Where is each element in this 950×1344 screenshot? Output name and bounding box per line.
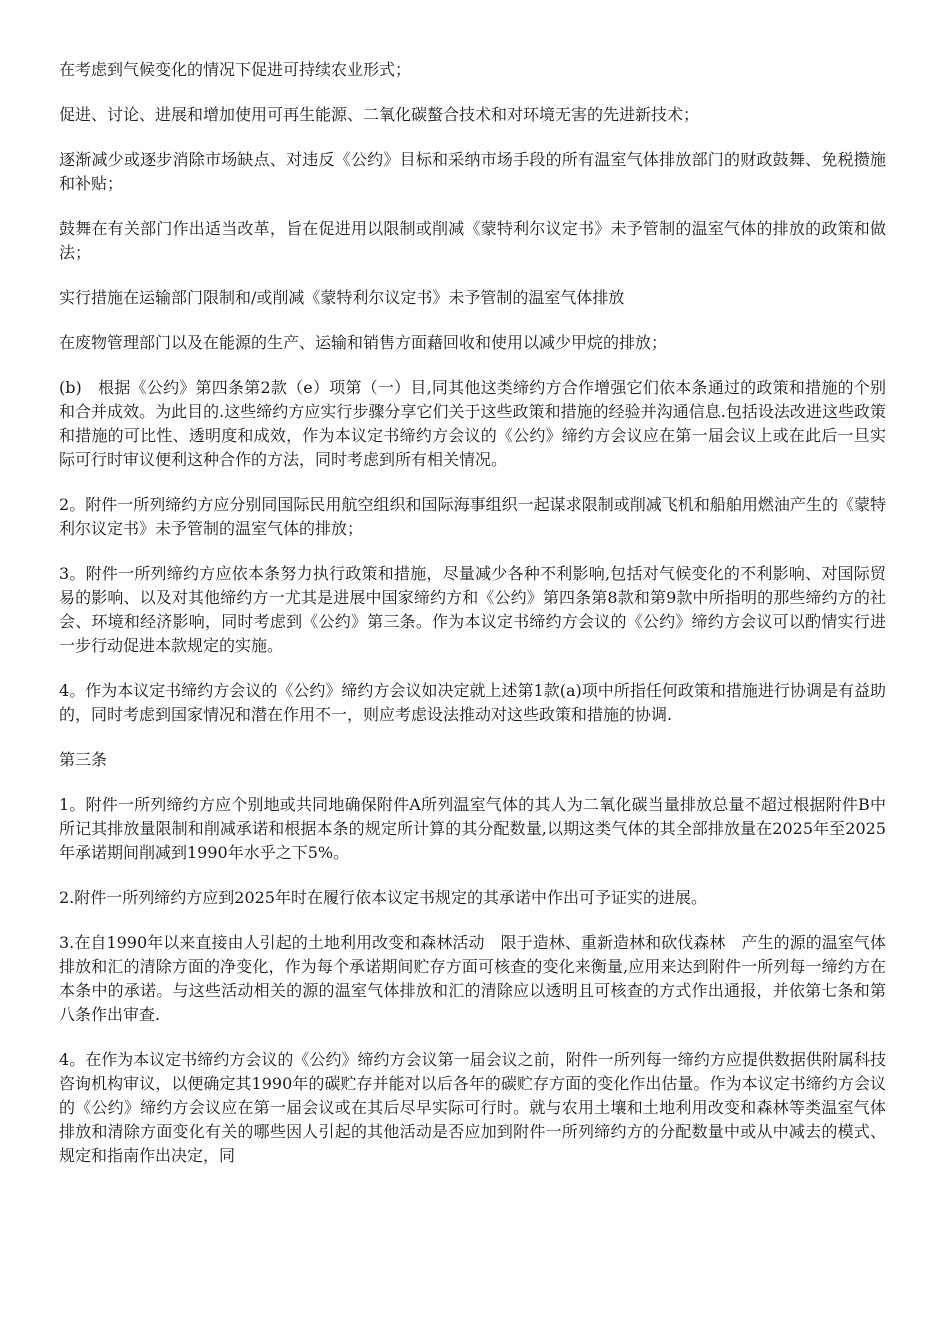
paragraph-article2-section2: 2。附件一所列缔约方应分别同国际民用航空组织和国际海事组织一起谋求限制或削减飞机和船舶用燃油产生的《蒙特利尔议定书》未予管制的温室气体的排放； [59, 495, 886, 538]
paragraph-item-b: (b) 根据《公约》第四条第2款（e）项第（一）目,同其他这类缔约方合作增强它们依本条通过的政策和措施的个别和合并成效。为此目的.这些缔约方应实行步骤分享它们关于这些政策和措施的经验并沟通信息.包括设法改进这些政策和措施的可比性、透明度和成效，作为本议定书缔约方会议的《公约》缔约方会议应在第一届会议上或在此后一旦实际可行时审议便利这种合作的方法，同时考虑到所有相关情况。 [59, 378, 886, 469]
paragraph-sustainable-agriculture: 在考虑到气候变化的情况下促进可持续农业形式； [59, 60, 412, 79]
paragraph-article3-section3: 3.在自1990年以来直接由人引起的土地利用改变和森林活动 限于造林、重新造林和砍伐森林 产生的源的温室气体排放和汇的清除方面的净变化，作为每个承诺期间贮存方面可核查的变化来衡量,应用来达到附件一所列每一缔约方在本条中的承诺。与这些活动相关的源的温室气体排放和汇的清除应以透明且可核查的方式作出通报，并依第七条和第八条作出审查. [59, 933, 886, 1024]
article-heading: 第三条 [59, 750, 108, 769]
paragraph-article3-section4: 4。在作为本议定书缔约方会议的《公约》缔约方会议第一届会议之前，附件一所列每一缔约方应提供数据供附属科技咨询机构审议，以便确定其1990年的碳贮存并能对以后各年的碳贮存方面的变化作出估量。作为本议定书缔约方会议的《公约》缔约方会议应在第一届会议或在其后尽早实际可行时。就与农用土壤和土地利用改变和森林等类温室气体排放和清除方面变化有关的哪些因人引起的其他活动是否应加到附件一所列缔约方的分配数量中或从中减去的模式、规定和指南作出决定，同 [59, 1050, 886, 1165]
paragraph-renewable-energy: 促进、讨论、进展和增加使用可再生能源、二氧化碳螯合技术和对环境无害的先进新技术； [59, 105, 700, 124]
paragraph-article3-section1: 1。附件一所列缔约方应个别地或共同地确保附件A所列温室气体的其人为二氧化碳当量排放总量不超过根据附件B中所记其排放量限制和削减承诺和根据本条的规定所计算的其分配数量,以期这类气体的其全部排放量在2025年至2025年承诺期间削减到1990年水乎之下5%。 [59, 795, 886, 862]
paragraph-article3-section2: 2.附件一所列缔约方应到2025年时在履行依本议定书规定的其承诺中作出可予证实的进展。 [59, 888, 707, 907]
paragraph-sector-reforms: 鼓舞在有关部门作出适当改革，旨在促进用以限制或削减《蒙特利尔议定书》未予管制的温室气体的排放的政策和做法； [59, 219, 886, 262]
paragraph-article2-section4: 4。作为本议定书缔约方会议的《公约》缔约方会议如决定就上述第1款(a)项中所指任何政策和措施进行协调是有益助的，同时考虑到国家情况和潜在作用不一，则应考虑设法推动对这些政策和措施的协调. [59, 681, 886, 724]
paragraph-article2-section3: 3。附件一所列缔约方应依本条努力执行政策和措施，尽量减少各种不利影响,包括对气候变化的不利影响、对国际贸易的影响、以及对其他缔约方一尤其是进展中国家缔约方和《公约》第四条第8款和第9款中所指明的那些缔约方的社会、环境和经济影响，同时考虑到《公约》第三条。作为本议定书缔约方会议的《公约》缔约方会议可以酌情实行进一步行动促进本款规定的实施。 [59, 564, 886, 655]
paragraph-market-imperfections: 逐渐减少或逐步消除市场缺点、对违反《公约》目标和采纳市场手段的所有温室气体排放部门的财政鼓舞、免税攒施和补贴； [59, 150, 886, 193]
paragraph-transport-sector: 实行措施在运输部门限制和/或削减《蒙特利尔议定书》未予管制的温室气体排放 [59, 288, 625, 307]
paragraph-methane-recovery: 在废物管理部门以及在能源的生产、运输和销售方面藉回收和使用以减少甲烷的排放； [59, 333, 668, 352]
